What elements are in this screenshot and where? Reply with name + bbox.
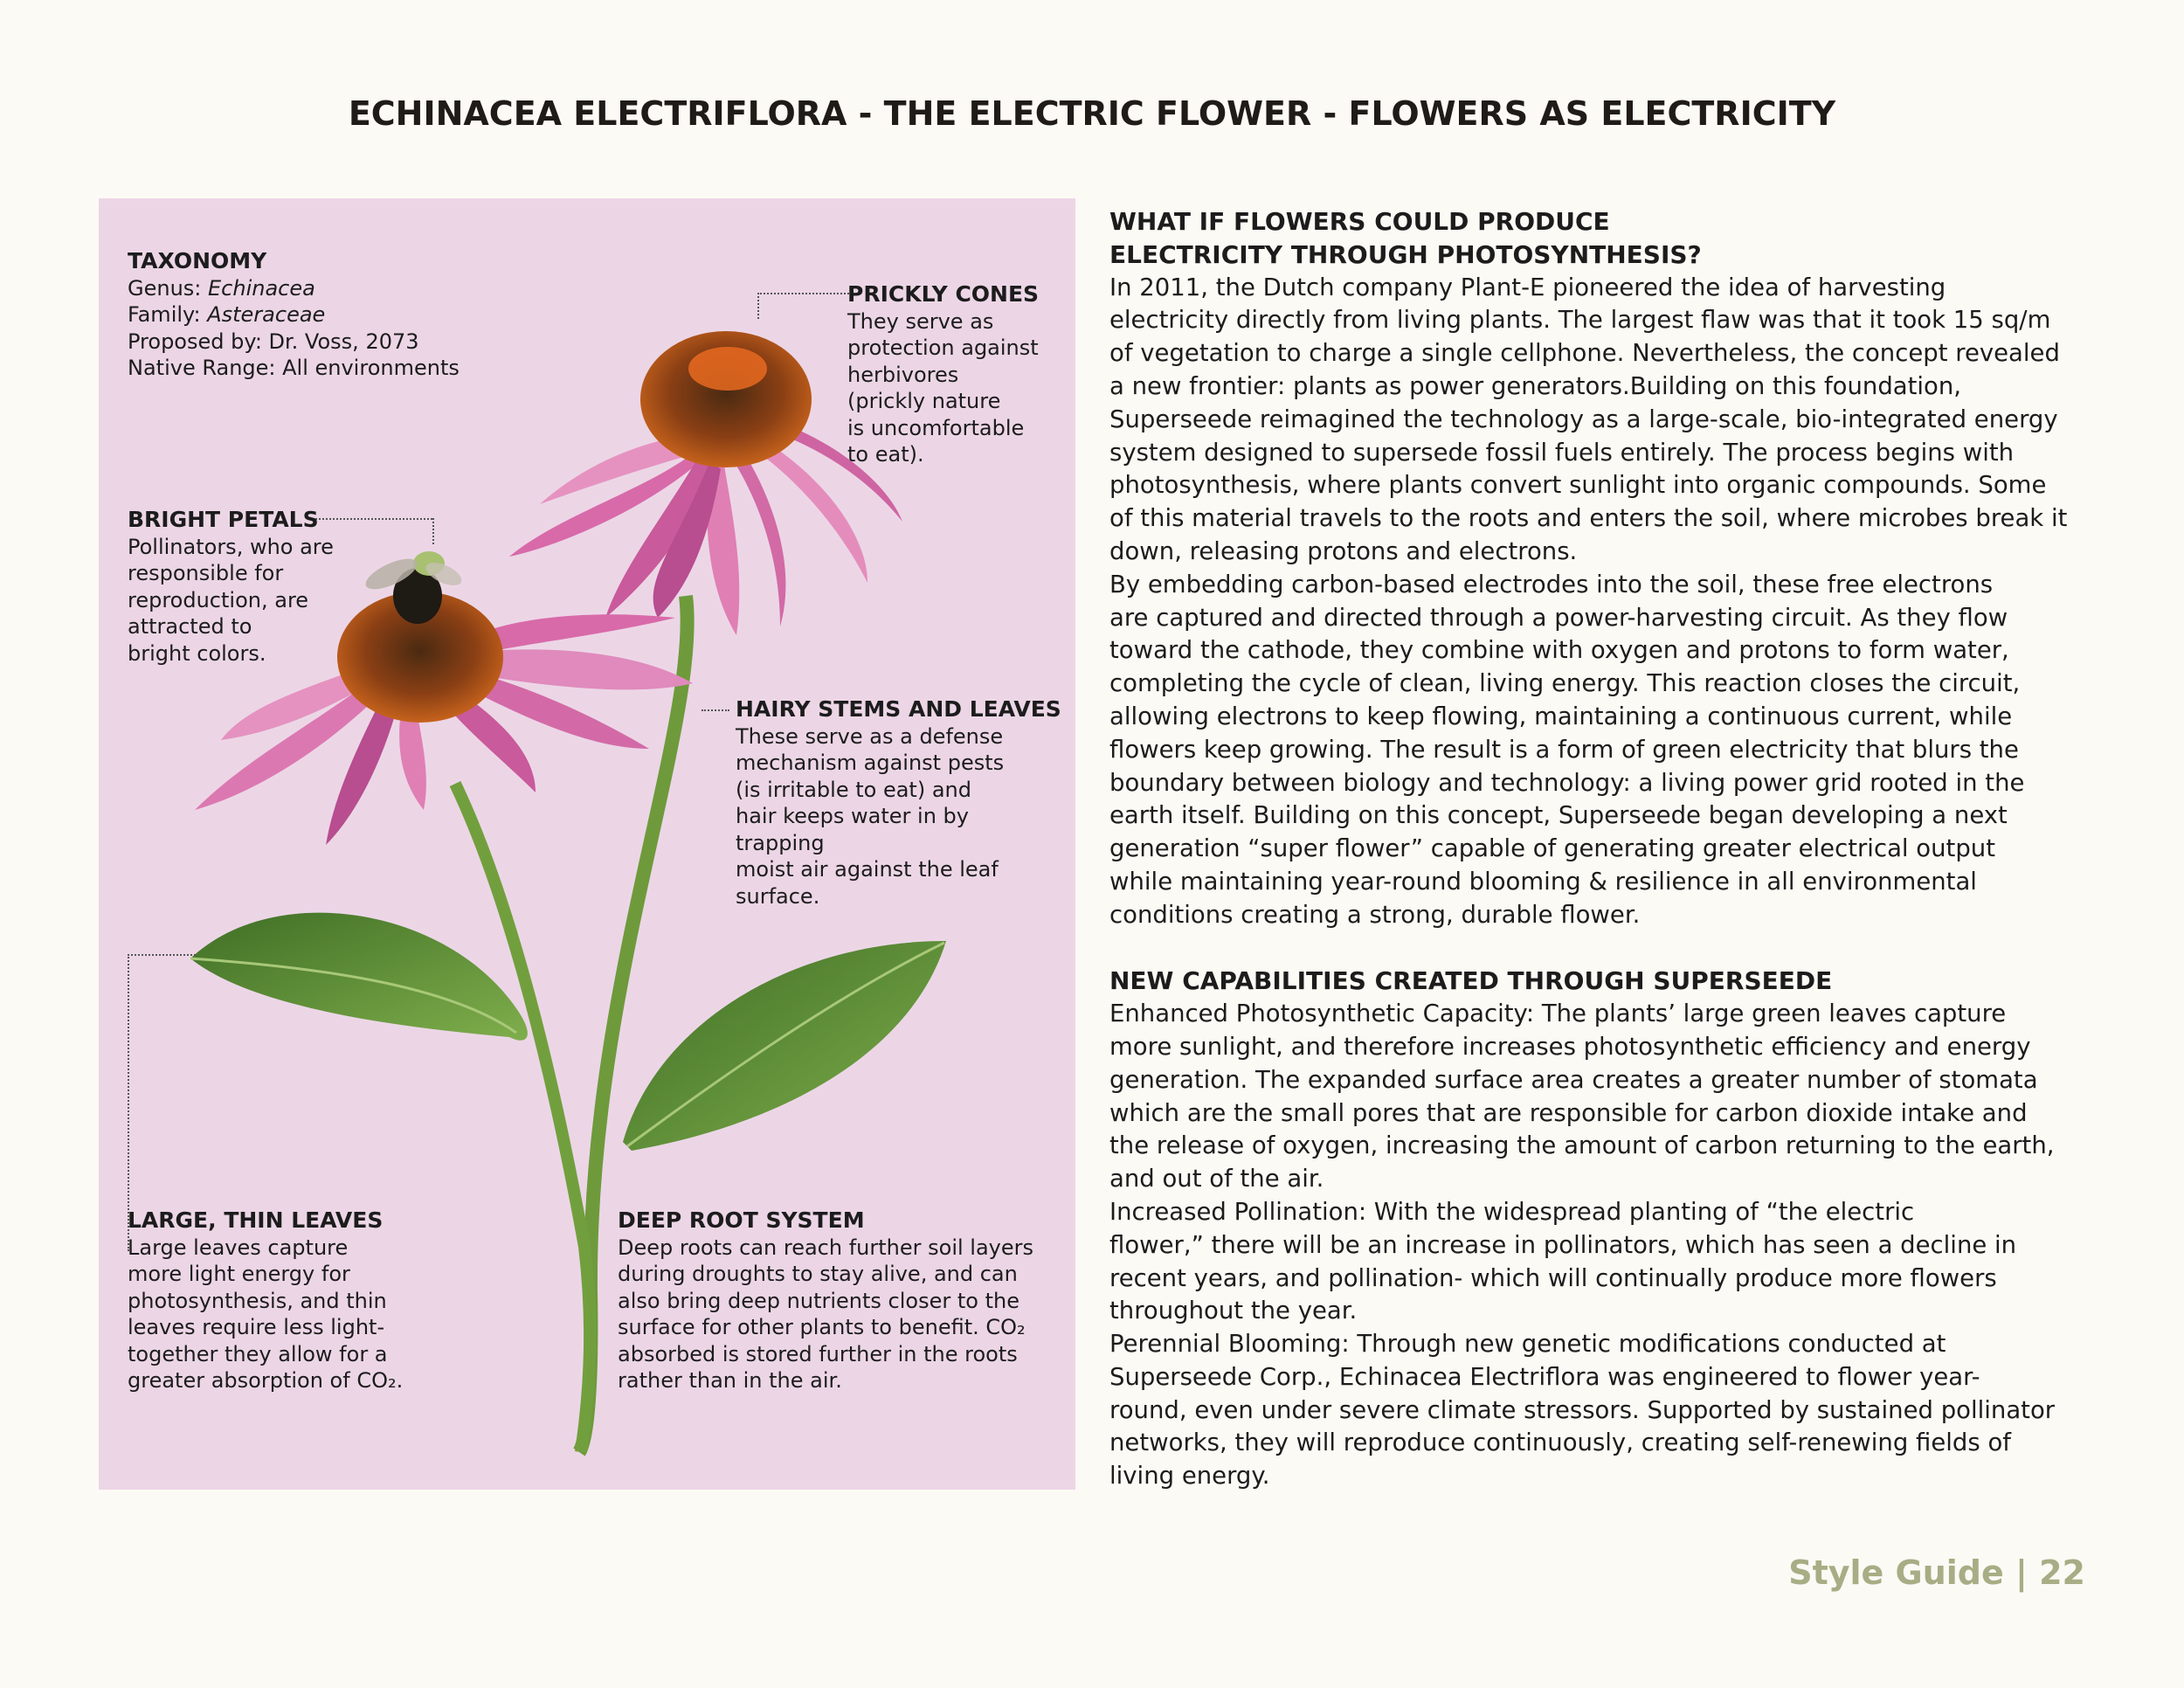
annotation-line: protection against [847, 336, 1039, 360]
annotation-line: (is irritable to eat) and [736, 777, 971, 802]
body-line: allowing electrons to keep flowing, maintaining a continuous current, while [1109, 702, 2013, 730]
body-line: Superseede Corp., Echinacea Electriflora was engineered to flower year- [1109, 1362, 1980, 1391]
body-line: generation “super flower” capable of generating greater electrical output [1109, 834, 1996, 863]
bright-petals-heading: BRIGHT PETALS [128, 507, 319, 532]
annotation-line: herbivores [847, 362, 959, 387]
prickly-cones-heading: PRICKLY CONES [847, 281, 1040, 307]
body-line: boundary between biology and technology: a living power grid rooted in the [1109, 768, 2025, 797]
annotation-line: also bring deep nutrients closer to the [618, 1288, 1019, 1313]
prickly-cones-annotation [847, 281, 1039, 468]
annotation-line: These serve as a defense [736, 723, 1004, 749]
annotation-line: surface. [736, 883, 820, 909]
annotation-line: photosynthesis, and thin [128, 1288, 387, 1313]
prickly-cones-leader [757, 293, 852, 294]
annotation-line: They serve as [847, 308, 994, 334]
body-line: system designed to supersede fossil fuels entirely. The process begins with [1109, 438, 2015, 467]
body-line: flower,” there will be an increase in pollinators, which has seen a decline in [1109, 1230, 2017, 1259]
annotation-line: attracted to [128, 614, 252, 639]
body-line: Increased Pollination: With the widespread planting of “the electric [1109, 1197, 1915, 1226]
body-line: recent years, and pollination- which will continually produce more flowers [1109, 1263, 1997, 1292]
hairy-stems-heading: HAIRY STEMS AND LEAVES [736, 696, 1061, 722]
annotation-line: surface for other plants to benefit. CO₂ [618, 1315, 1026, 1339]
body-line: while maintaining year-round blooming & resilience in all environmental [1109, 867, 1977, 896]
body-line: a new frontier: plants as power generators.Building on this foundation, [1109, 371, 1962, 400]
body-line: In 2011, the Dutch company Plant-E pioneered the idea of harvesting [1109, 273, 1946, 301]
upper-flower [509, 331, 902, 635]
annotation-line: during droughts to stay alive, and can [618, 1262, 1018, 1286]
body-line: generation. The expanded surface area creates a greater number of stomata [1109, 1065, 2038, 1094]
right-leaf [623, 941, 946, 1151]
annotation-line: greater absorption of CO₂. [128, 1368, 404, 1393]
taxonomy-block [128, 248, 460, 382]
annotation-line: Deep roots can reach further soil layers [618, 1235, 1033, 1260]
annotation-line: absorbed is stored further in the roots [618, 1341, 1018, 1366]
annotation-line: more light energy for [128, 1262, 350, 1286]
body-line: Superseede reimagined the technology as a large-scale, bio-integrated energy [1109, 405, 2058, 433]
body-line: toward the cathode, they combine with oxygen and protons to form water, [1109, 636, 2009, 665]
body-line: photosynthesis, where plants convert sunlight into organic compounds. Some [1109, 471, 2047, 500]
body-line: of vegetation to charge a single cellphone. Nevertheless, the concept revealed [1109, 339, 2060, 368]
body-line: By embedding carbon-based electrodes into the soil, these free electrons [1109, 570, 1994, 598]
deep-roots-heading: DEEP ROOT SYSTEM [618, 1207, 865, 1233]
body-line: living energy. [1109, 1462, 1270, 1491]
annotation-line: leaves require less light- [128, 1315, 385, 1339]
section1-heading-line: WHAT IF FLOWERS COULD PRODUCE [1109, 207, 1610, 236]
annotation-line: together they allow for a [128, 1341, 388, 1366]
annotation-line: mechanism against pests [736, 751, 1005, 775]
annotation-line: responsible for [128, 561, 284, 585]
large-leaves-heading: LARGE, THIN LEAVES [128, 1207, 384, 1233]
annotation-line: Pollinators, who are [128, 534, 334, 559]
annotation-line: hair keeps water in by [736, 804, 969, 828]
bright-petals-annotation [128, 507, 334, 667]
taxonomy-proposed-by: Proposed by: Dr. Voss, 2073 [128, 329, 419, 354]
page-footer: Style Guide | 22 [1788, 1553, 2085, 1592]
annotation-line: reproduction, are [128, 587, 309, 612]
section2-heading: NEW CAPABILITIES CREATED THROUGH SUPERSEEDE [1109, 966, 1833, 996]
taxonomy-native-range: Native Range: All environments [128, 356, 460, 380]
body-line: the release of oxygen, increasing the amount of carbon returning to the earth, [1109, 1131, 2055, 1160]
page-title: ECHINACEA ELECTRIFLORA - THE ELECTRIC FLOWER - FLOWERS AS ELECTRICITY [348, 94, 1836, 133]
body-line: down, releasing protons and electrons. [1109, 536, 1578, 565]
body-line: earth itself. Building on this concept, Superseede began developing a next [1109, 801, 2008, 830]
annotation-line: (prickly nature [847, 389, 1001, 413]
annotation-line: moist air against the leaf [736, 857, 999, 882]
body-line: are captured and directed through a power-harvesting circuit. As they flow [1109, 603, 2008, 632]
large-leaves-leader-vertical [128, 954, 129, 1251]
large-leaves-annotation [128, 1207, 403, 1394]
taxonomy-family: Family: Asteraceae [128, 302, 326, 327]
taxonomy-heading: TAXONOMY [128, 248, 267, 273]
taxonomy-genus: Genus: Echinacea [128, 275, 315, 301]
annotation-line: to eat). [847, 442, 924, 467]
annotation-line: is uncomfortable [847, 415, 1025, 440]
annotation-line: trapping [736, 830, 825, 855]
body-line: Enhanced Photosynthetic Capacity: The plants’ large green leaves capture [1109, 1000, 2007, 1028]
body-line: conditions creating a strong, durable flower. [1109, 900, 1641, 929]
body-line: more sunlight, and therefore increases photosynthetic efficiency and energy [1109, 1032, 2031, 1061]
large-leaves-leader [128, 954, 196, 956]
body-line: flowers keep growing. The result is a form of green electricity that blurs the [1109, 735, 2019, 764]
body-line: and out of the air. [1109, 1165, 1324, 1193]
body-line: networks, they will reproduce continuously, creating self-renewing fields of [1109, 1429, 2011, 1457]
body-line: completing the cycle of clean, living energy. This reaction closes the circuit, [1109, 669, 2021, 698]
article-body [1109, 205, 2097, 1493]
annotation-line: bright colors. [128, 640, 266, 666]
bright-petals-leader-vertical [432, 518, 434, 544]
body-line: Perennial Blooming: Through new genetic modifications conducted at [1109, 1330, 1946, 1359]
prickly-cones-leader-vertical [757, 293, 759, 319]
hairy-stems-annotation [736, 696, 1061, 910]
hairy-stems-leader [702, 709, 729, 711]
annotation-line: rather than in the air. [618, 1368, 842, 1393]
body-line: throughout the year. [1109, 1297, 1358, 1325]
deep-roots-annotation [618, 1207, 1033, 1394]
body-line: electricity directly from living plants. The largest flaw was that it took 15 sq/m [1109, 306, 2051, 335]
body-line: of this material travels to the roots and enters the soil, where microbes break it [1109, 504, 2068, 533]
body-line: round, even under severe climate stressors. Supported by sustained pollinator [1109, 1395, 2056, 1424]
body-line: which are the small pores that are responsible for carbon dioxide intake and [1109, 1098, 2028, 1127]
section1-heading-line: ELECTRICITY THROUGH PHOTOSYNTHESIS? [1109, 239, 1702, 269]
annotation-line: Large leaves capture [128, 1235, 349, 1260]
illustration-panel [99, 198, 1075, 1490]
